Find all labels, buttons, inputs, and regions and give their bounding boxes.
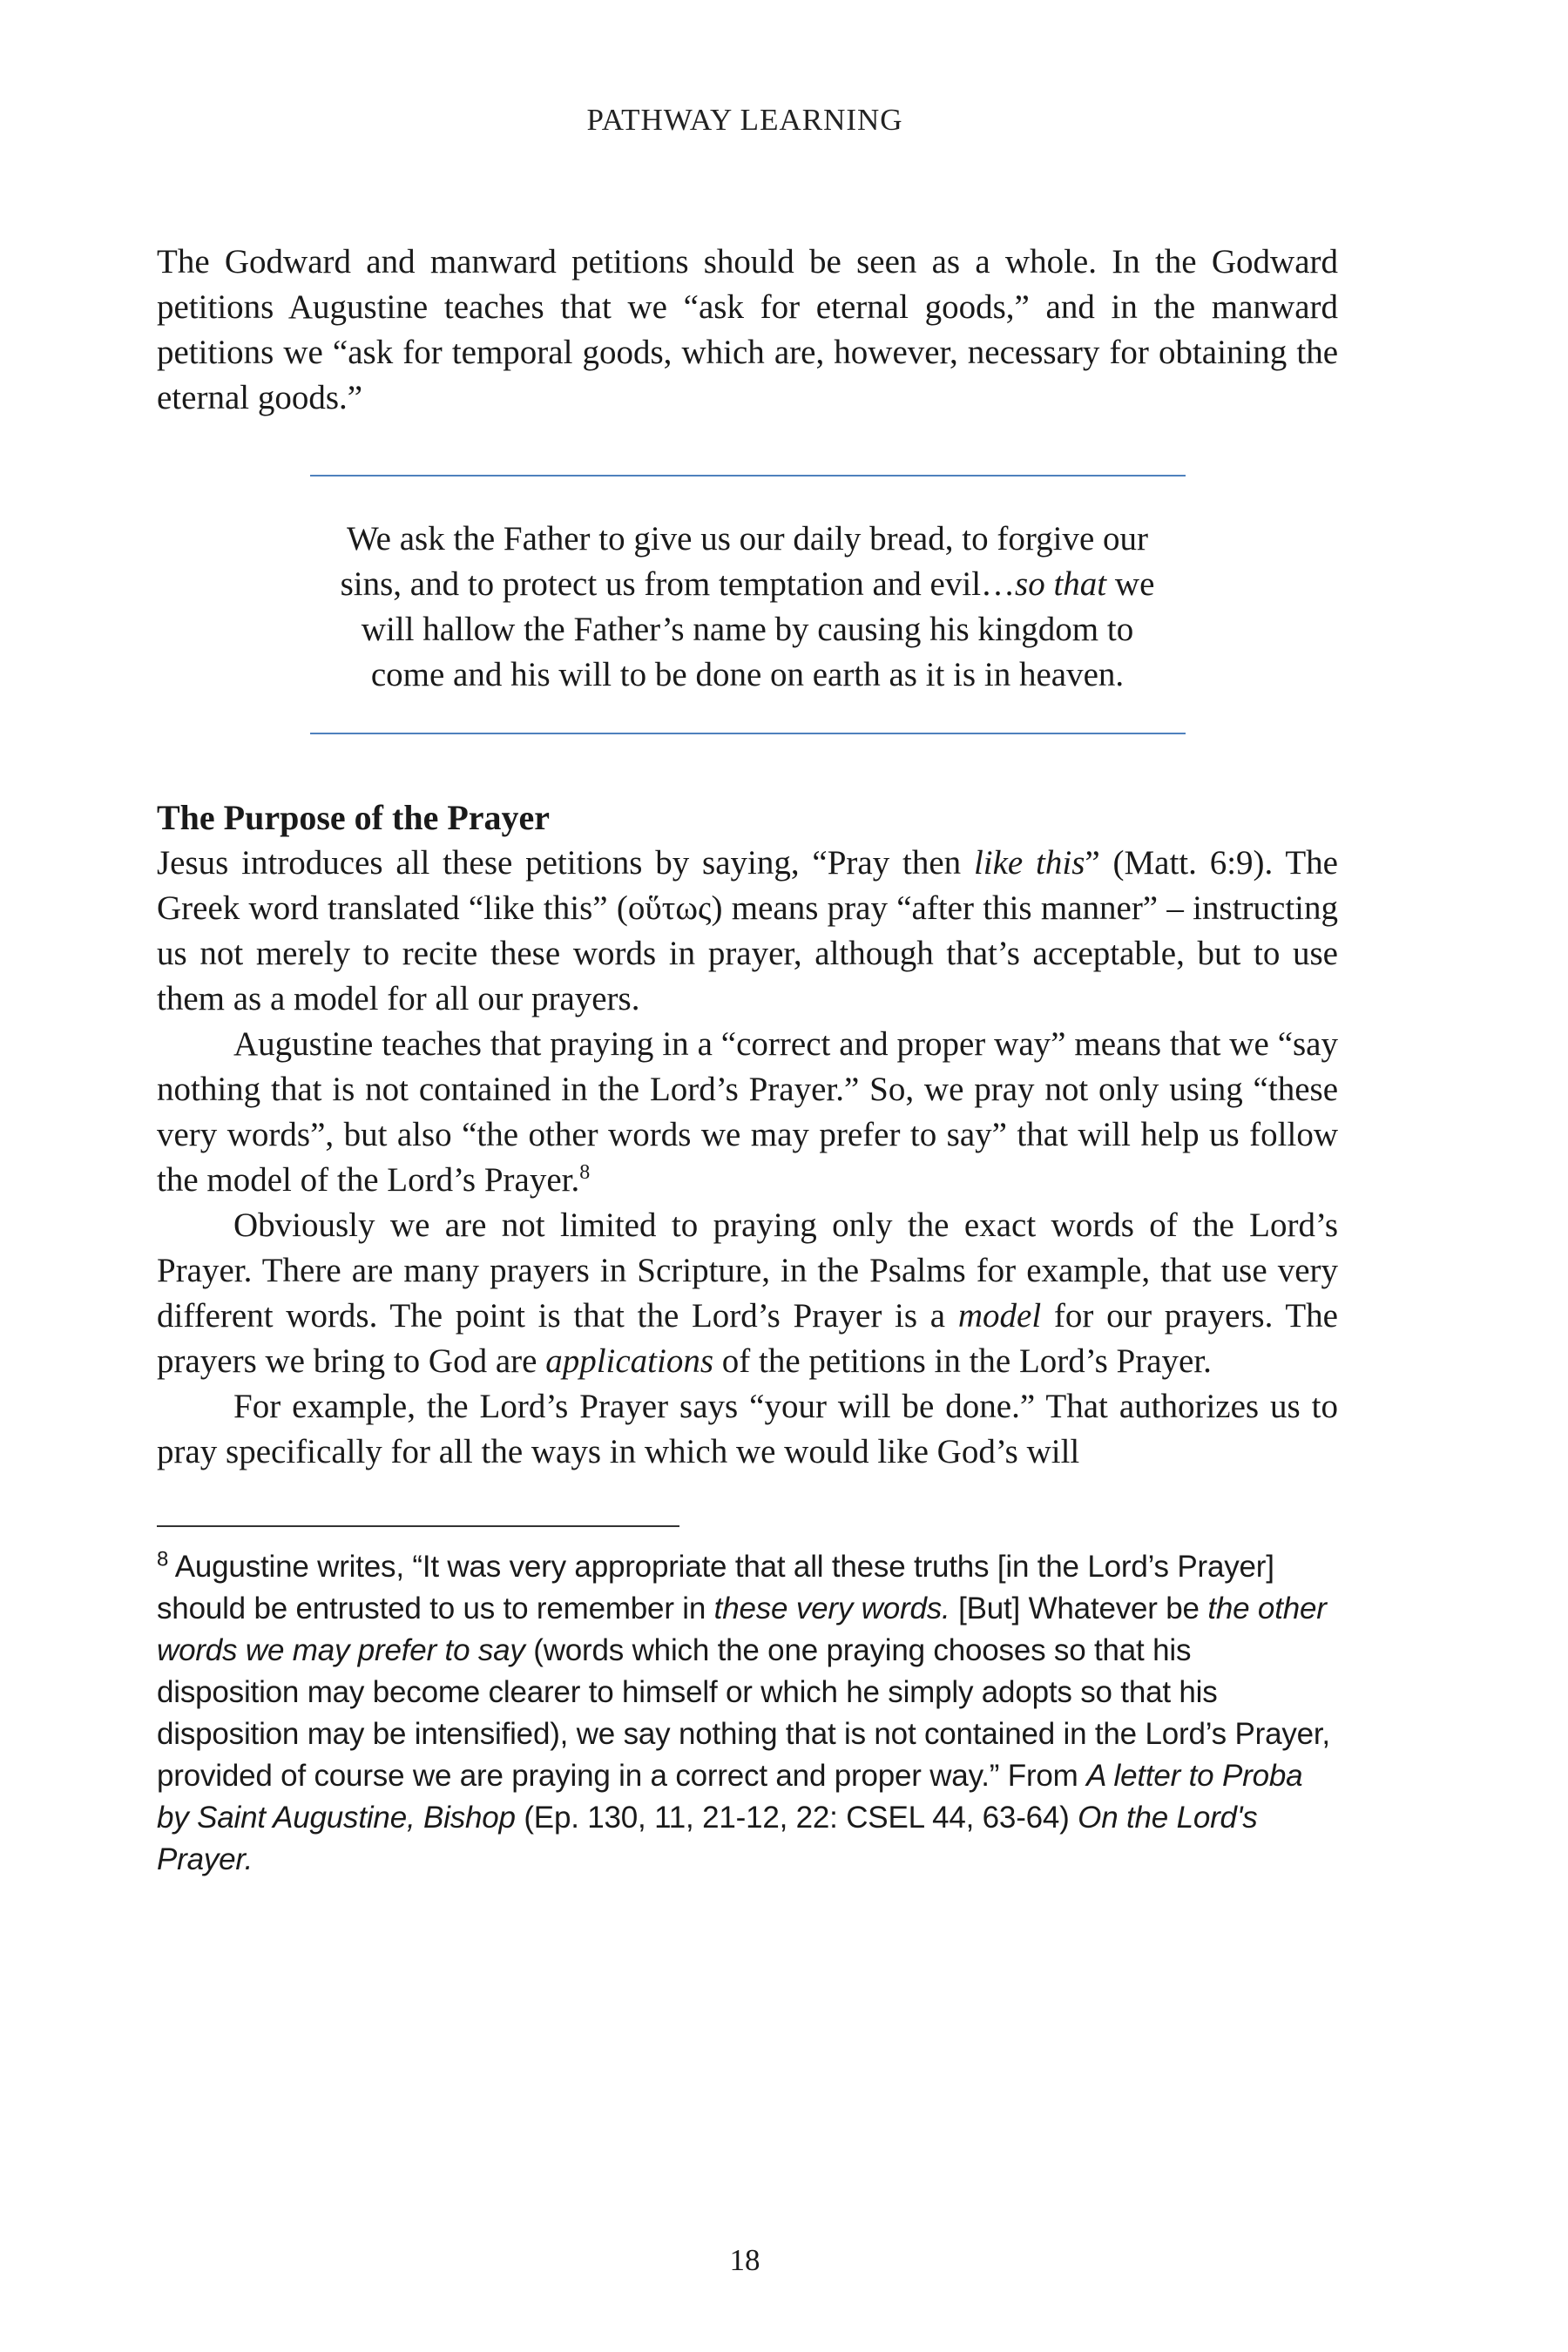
intro-paragraph: The Godward and manward petitions should be seen as a whole. In the Godward petitions Augustine teaches that we “ask for eternal goods,” and in the manward petitions we “ask for temporal goods, which are, however, necessary for obtaining the eternal goods.”: [157, 243, 1338, 416]
section-heading: The Purpose of the Prayer: [157, 798, 551, 837]
text-run: (words which the one praying chooses so that his disposition may become clearer to himself or which he simply adopts so that his disposition may be intensified), we say nothing that is not contained in the Lord’s Prayer, provided of course we are praying in a correct and proper way.” From: [157, 1633, 1330, 1793]
text-run: of the petitions in the Lord’s Prayer.: [713, 1342, 1212, 1380]
pull-quote-part: we will hallow the Father’s name by causing his kingdom to come and his will to be done on earth as it is in heaven.: [361, 565, 1155, 693]
footnote-marker: 8: [157, 1547, 169, 1571]
pull-quote-italic: so that: [1015, 565, 1107, 603]
pull-quote-text: [326, 517, 1170, 698]
text-run: Jesus introduces all these petitions by saying, “Pray then: [157, 844, 974, 882]
pull-quote-top-rule: [310, 475, 1186, 476]
greek-word: οὕτως: [627, 889, 712, 927]
page-number: 18: [729, 2243, 760, 2277]
text-run: (Ep. 130, 11, 21-12, 22: CSEL 44, 63-64): [515, 1801, 1078, 1835]
page-content: [157, 240, 1338, 1881]
running-header: PATHWAY LEARNING: [586, 103, 903, 137]
italic-run: On the Lord's Prayer.: [157, 1801, 1258, 1876]
paragraph-3: [157, 1203, 1338, 1384]
text-run: [But] Whatever be: [950, 1592, 1208, 1625]
text-run: for our prayers. The prayers we bring to God are: [157, 1297, 1338, 1380]
paragraph-1: [157, 841, 1338, 1022]
text-run: ” (Matt. 6:9). The Greek word translated “like this” (: [157, 844, 1338, 927]
italic-run: the other words we may prefer to say: [157, 1592, 1327, 1667]
text-run: Augustine writes, “It was very appropriate that all these truths [in the Lord’s Prayer] should be entrusted to us to remember in: [157, 1550, 1274, 1625]
italic-run: these very words.: [713, 1592, 950, 1625]
italic-run: model: [957, 1297, 1042, 1335]
paragraph-4: For example, the Lord’s Prayer says “your will be done.” That authorizes us to pray specifically for all the ways in which we would like God’s will: [157, 1388, 1338, 1470]
text-run: Augustine teaches that praying in a “correct and proper way” means that we “say nothing that is not contained in the Lord’s Prayer.” So, we pray not only using “these very words”, but also “the other words we may prefer to say” that will help us follow the model of the Lord’s Prayer.: [157, 1025, 1338, 1199]
italic-run: applications: [545, 1342, 714, 1380]
italic-run: like this: [973, 844, 1085, 882]
footnote-reference[interactable]: 8: [579, 1161, 591, 1184]
pull-quote-bottom-rule: [310, 733, 1186, 734]
text-run: Obviously we are not limited to praying only the exact words of the Lord’s Prayer. There are many prayers in Scripture, in the Psalms for example, that use very different words. The point is that the Lord’s Prayer is a: [157, 1206, 1338, 1335]
italic-run: A letter to Proba by Saint Augustine, Bishop: [157, 1759, 1303, 1835]
pull-quote: [310, 475, 1186, 734]
text-run: ) means pray “after this manner” – instructing us not merely to recite these words in prayer, although that’s acceptable, but to use them as a model for all our prayers.: [157, 889, 1338, 1017]
footnote-separator: [157, 1525, 679, 1527]
footnote-8: [157, 1546, 1338, 1881]
pull-quote-part: We ask the Father to give us our daily bread, to forgive our sins, and to protect us from temptation and evil…: [340, 520, 1148, 603]
paragraph-2: [157, 1022, 1338, 1203]
